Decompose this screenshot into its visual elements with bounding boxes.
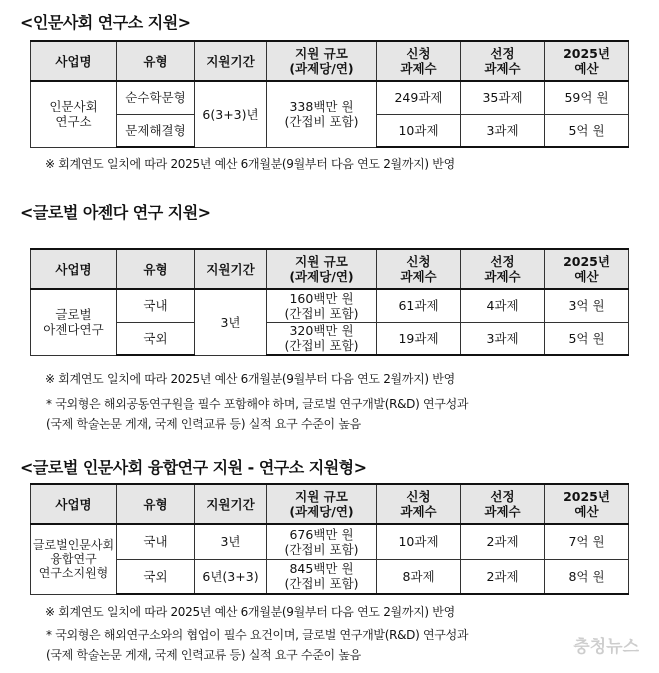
table-global-agenda bbox=[30, 248, 629, 356]
header-project: 사업명 bbox=[31, 484, 117, 524]
budget-cell: 8억 원 bbox=[545, 559, 629, 594]
selected-cell: 35과제 bbox=[461, 81, 545, 114]
header-selected: 선정 과제수 bbox=[461, 249, 545, 289]
selected-cell: 2과제 bbox=[461, 559, 545, 594]
section-2-footnote: * 국외형은 해외공동연구원을 필수 포함해야 하며, 글로벌 연구개발(R&D) 연구성과 bbox=[46, 397, 469, 411]
applied-cell: 10과제 bbox=[377, 524, 461, 559]
period-cell: 6(3+3)년 bbox=[195, 81, 267, 147]
applied-cell: 10과제 bbox=[377, 114, 461, 147]
period-cell: 3년 bbox=[195, 289, 267, 355]
header-selected: 선정 과제수 bbox=[461, 41, 545, 81]
header-period: 지원기간 bbox=[195, 41, 267, 81]
section-2-footnote-cont: (국제 학술논문 게재, 국제 인력교류 등) 실적 요구 수준이 높음 bbox=[46, 417, 361, 431]
header-budget: 2025년 예산 bbox=[545, 41, 629, 81]
project-cell: 글로벌인문사회 융합연구 연구소지원형 bbox=[31, 524, 117, 594]
scale-cell: 320백만 원 (간접비 포함) bbox=[267, 322, 377, 355]
header-period: 지원기간 bbox=[195, 484, 267, 524]
project-cell: 인문사회 연구소 bbox=[31, 81, 117, 147]
scale-cell: 160백만 원 (간접비 포함) bbox=[267, 289, 377, 322]
header-budget: 2025년 예산 bbox=[545, 249, 629, 289]
applied-cell: 8과제 bbox=[377, 559, 461, 594]
selected-cell: 3과제 bbox=[461, 114, 545, 147]
type-cell: 국외 bbox=[117, 322, 195, 355]
header-period: 지원기간 bbox=[195, 249, 267, 289]
scale-cell: 676백만 원 (간접비 포함) bbox=[267, 524, 377, 559]
header-type: 유형 bbox=[117, 41, 195, 81]
table-header-row bbox=[31, 41, 629, 81]
budget-cell: 3억 원 bbox=[545, 289, 629, 322]
header-project: 사업명 bbox=[31, 41, 117, 81]
header-applied: 신청 과제수 bbox=[377, 41, 461, 81]
table-row bbox=[31, 524, 629, 559]
type-cell: 국내 bbox=[117, 289, 195, 322]
section-3-footnote-cont: (국제 학술논문 게재, 국제 인력교류 등) 실적 요구 수준이 높음 bbox=[46, 648, 361, 662]
table-row bbox=[31, 81, 629, 114]
header-scale: 지원 규모 (과제당/연) bbox=[267, 249, 377, 289]
selected-cell: 3과제 bbox=[461, 322, 545, 355]
header-applied: 신청 과제수 bbox=[377, 484, 461, 524]
budget-cell: 5억 원 bbox=[545, 114, 629, 147]
section-3-footnote: * 국외형은 해외연구소와의 협업이 필수 요건이며, 글로벌 연구개발(R&D) 연구성과 bbox=[46, 628, 469, 642]
scale-cell: 845백만 원 (간접비 포함) bbox=[267, 559, 377, 594]
watermark-logo: 충청뉴스 bbox=[573, 637, 639, 657]
header-selected: 선정 과제수 bbox=[461, 484, 545, 524]
header-project: 사업명 bbox=[31, 249, 117, 289]
applied-cell: 19과제 bbox=[377, 322, 461, 355]
table-row bbox=[31, 322, 629, 355]
project-cell: 글로벌 아젠다연구 bbox=[31, 289, 117, 355]
section-1-title: <인문사회 연구소 지원> bbox=[20, 13, 191, 32]
type-cell: 문제해결형 bbox=[117, 114, 195, 147]
budget-cell: 7억 원 bbox=[545, 524, 629, 559]
header-type: 유형 bbox=[117, 484, 195, 524]
scale-cell: 338백만 원 (간접비 포함) bbox=[267, 81, 377, 147]
table-header-row bbox=[31, 484, 629, 524]
applied-cell: 249과제 bbox=[377, 81, 461, 114]
type-cell: 순수학문형 bbox=[117, 81, 195, 114]
table-row bbox=[31, 289, 629, 322]
type-cell: 국내 bbox=[117, 524, 195, 559]
period-cell: 6년(3+3) bbox=[195, 559, 267, 594]
header-applied: 신청 과제수 bbox=[377, 249, 461, 289]
budget-cell: 59억 원 bbox=[545, 81, 629, 114]
header-scale: 지원 규모 (과제당/연) bbox=[267, 41, 377, 81]
table-header-row bbox=[31, 249, 629, 289]
header-budget: 2025년 예산 bbox=[545, 484, 629, 524]
section-1-note: ※ 회계연도 일치에 따라 2025년 예산 6개월분(9월부터 다음 연도 2월까지) 반영 bbox=[45, 157, 455, 171]
selected-cell: 2과제 bbox=[461, 524, 545, 559]
section-3-title: <글로벌 인문사회 융합연구 지원 - 연구소 지원형> bbox=[20, 458, 367, 477]
period-cell: 3년 bbox=[195, 524, 267, 559]
type-cell: 국외 bbox=[117, 559, 195, 594]
table-row bbox=[31, 559, 629, 594]
applied-cell: 61과제 bbox=[377, 289, 461, 322]
section-2-title: <글로벌 아젠다 연구 지원> bbox=[20, 203, 211, 222]
section-2-note: ※ 회계연도 일치에 따라 2025년 예산 6개월분(9월부터 다음 연도 2월까지) 반영 bbox=[45, 372, 455, 386]
budget-cell: 5억 원 bbox=[545, 322, 629, 355]
header-scale: 지원 규모 (과제당/연) bbox=[267, 484, 377, 524]
table-research-institute bbox=[30, 40, 629, 148]
section-3-note: ※ 회계연도 일치에 따라 2025년 예산 6개월분(9월부터 다음 연도 2월까지) 반영 bbox=[45, 605, 455, 619]
header-type: 유형 bbox=[117, 249, 195, 289]
table-global-convergence bbox=[30, 483, 629, 595]
selected-cell: 4과제 bbox=[461, 289, 545, 322]
